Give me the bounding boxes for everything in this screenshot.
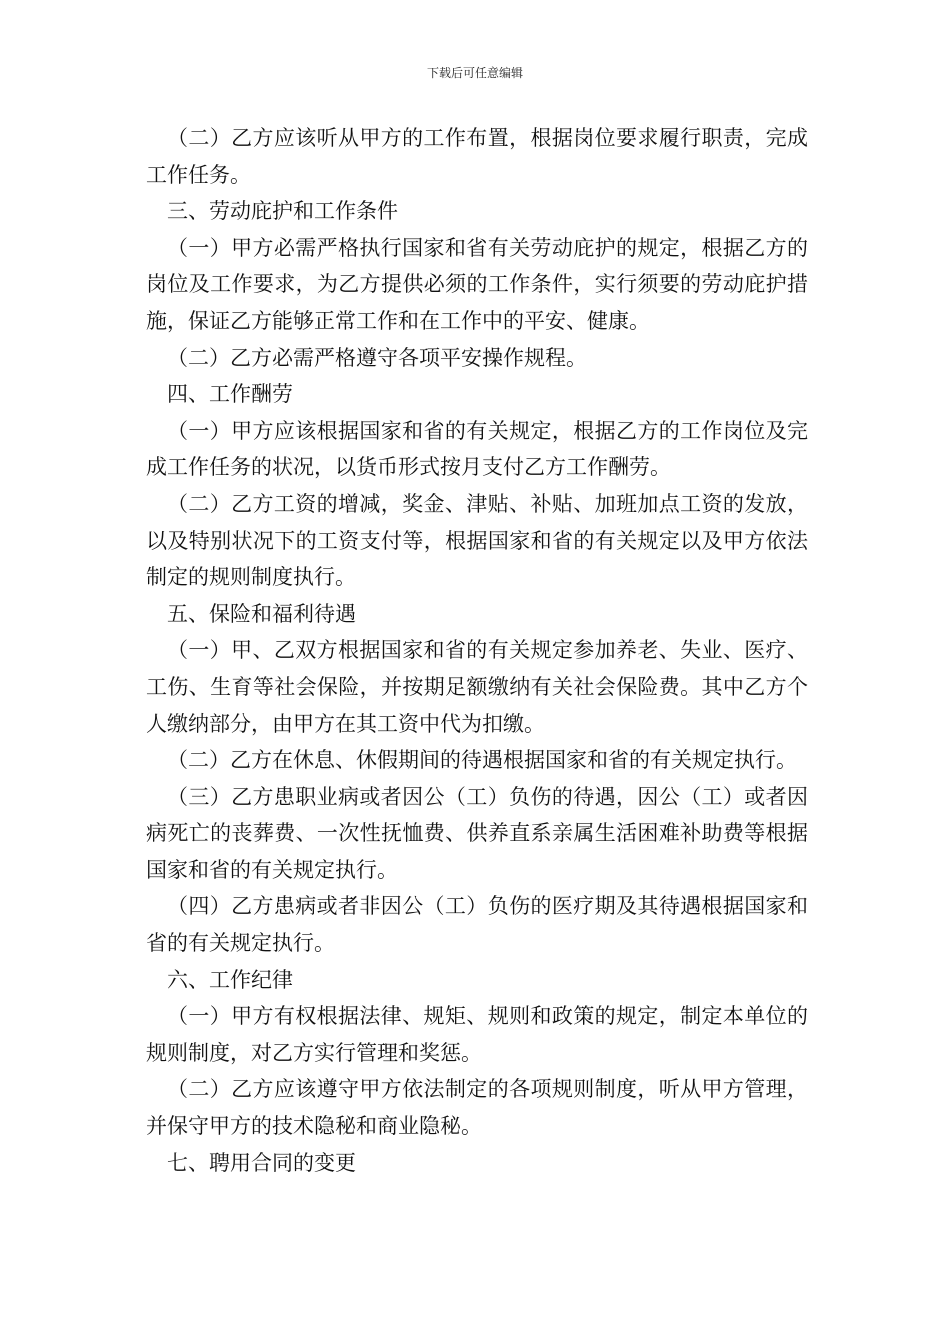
paragraph-insurance-4: （四）乙方患病或者非因公（工）负伤的医疗期及其待遇根据国家和省的有关规定执行。 bbox=[146, 894, 808, 956]
document-body bbox=[146, 120, 808, 1181]
section-heading-discipline: 六、工作纪律 bbox=[167, 967, 293, 992]
paragraph-insurance-1: （一）甲、乙双方根据国家和省的有关规定参加养老、失业、医疗、工伤、生育等社会保险，并按期足额缴纳有关社会保险费。其中乙方个人缴纳部分，由甲方在其工资中代为扣缴。 bbox=[146, 638, 808, 736]
paragraph-remuneration-2: （二）乙方工资的增减，奖金、津贴、补贴、加班加点工资的发放，以及特别状况下的工资支付等，根据国家和省的有关规定以及甲方依法制定的规则制度执行。 bbox=[146, 491, 808, 590]
section-heading-remuneration: 四、工作酬劳 bbox=[167, 382, 293, 407]
paragraph-discipline-2: （二）乙方应该遵守甲方依法制定的各项规则制度，听从甲方管理，并保守甲方的技术隐秘和商业隐秘。 bbox=[146, 1077, 808, 1139]
paragraph-remuneration-1: （一）甲方应该根据国家和省的有关规定，根据乙方的工作岗位及完成工作任务的状况，以货币形式按月支付乙方工作酬劳。 bbox=[146, 418, 808, 480]
section-heading-contract-change: 七、聘用合同的变更 bbox=[167, 1150, 356, 1175]
section-heading-labor-protection: 三、劳动庇护和工作条件 bbox=[167, 199, 398, 224]
paragraph-labor-protection-1: （一）甲方必需严格执行国家和省有关劳动庇护的规定，根据乙方的岗位及工作要求，为乙方提供必须的工作条件，实行须要的劳动庇护措施，保证乙方能够正常工作和在工作中的平安、健康。 bbox=[146, 235, 808, 333]
paragraph-duty-obey: （二）乙方应该听从甲方的工作布置，根据岗位要求履行职责，完成工作任务。 bbox=[146, 126, 808, 187]
page-header: 下载后可任意编辑 bbox=[426, 66, 523, 80]
paragraph-insurance-2: （二）乙方在休息、休假期间的待遇根据国家和省的有关规定执行。 bbox=[167, 748, 797, 773]
paragraph-labor-protection-2: （二）乙方必需严格遵守各项平安操作规程。 bbox=[167, 345, 587, 370]
paragraph-insurance-3: （三）乙方患职业病或者因公（工）负伤的待遇，因公（工）或者因病死亡的丧葬费、一次性抚恤费、供养直系亲属生活困难补助费等根据国家和省的有关规定执行。 bbox=[146, 784, 808, 882]
section-heading-insurance-welfare: 五、保险和福利待遇 bbox=[167, 601, 356, 626]
paragraph-discipline-1: （一）甲方有权根据法律、规矩、规则和政策的规定，制定本单位的规则制度，对乙方实行管理和奖惩。 bbox=[146, 1004, 808, 1065]
